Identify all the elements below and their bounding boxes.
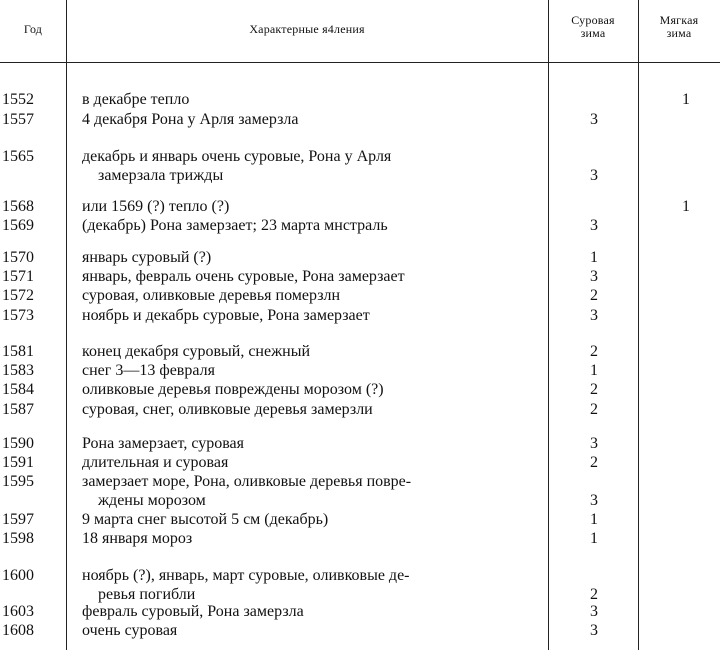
column-divider: [66, 0, 67, 650]
phenomena-cell: январь, февраль очень суровые, Рона замерзает: [82, 268, 405, 285]
phenomena-cell: 4 декабря Рона у Арля замерзла: [82, 111, 299, 128]
harsh-winter-cell: 3: [590, 111, 598, 128]
year-cell: 1608: [2, 622, 34, 639]
harsh-winter-cell: 3: [590, 167, 598, 184]
phenomena-cell: ревья погибли: [98, 586, 196, 603]
header-rule: [0, 62, 720, 63]
harsh-winter-cell: 3: [590, 603, 598, 620]
year-cell: 1572: [2, 287, 34, 304]
harsh-winter-cell: 1: [590, 511, 598, 528]
year-cell: 1552: [2, 91, 34, 108]
header-harsh-line1: Суровая: [571, 13, 615, 27]
phenomena-cell: замерзает море, Рона, оливковые деревья повре-: [82, 473, 412, 490]
year-cell: 1595: [2, 473, 34, 490]
phenomena-cell: (декабрь) Рона замерзает; 23 марта мнстраль: [82, 217, 388, 234]
year-cell: 1581: [2, 343, 34, 360]
year-cell: 1569: [2, 217, 34, 234]
column-divider: [548, 0, 549, 650]
phenomena-cell: длительная и суровая: [82, 454, 229, 471]
phenomena-cell: суровая, оливковые деревья померзлн: [82, 287, 341, 304]
harsh-winter-cell: 2: [590, 454, 598, 471]
phenomena-cell: или 1569 (?) тепло (?): [82, 198, 230, 215]
year-cell: 1583: [2, 362, 34, 379]
year-cell: 1597: [2, 511, 34, 528]
year-cell: 1584: [2, 381, 34, 398]
year-cell: 1598: [2, 530, 34, 547]
year-cell: 1600: [2, 567, 34, 584]
header-harsh-line2: зима: [580, 26, 606, 40]
mild-winter-cell: 1: [682, 198, 690, 215]
year-cell: 1573: [2, 307, 34, 324]
year-cell: 1557: [2, 111, 34, 128]
harsh-winter-cell: 2: [590, 586, 598, 603]
year-cell: 1603: [2, 603, 34, 620]
year-cell: 1587: [2, 401, 34, 418]
phenomena-cell: Рона замерзает, суровая: [82, 435, 245, 452]
harsh-winter-cell: 1: [590, 362, 598, 379]
header-year: Год: [23, 22, 43, 36]
harsh-winter-cell: 1: [590, 530, 598, 547]
harsh-winter-cell: 3: [590, 268, 598, 285]
header-mild-winter: [638, 14, 720, 40]
phenomena-cell: конец декабря суровый, снежный: [82, 343, 311, 360]
phenomena-cell: снег 3—13 февраля: [82, 362, 215, 379]
phenomena-cell: январь суровый (?): [82, 249, 212, 266]
year-cell: 1565: [2, 148, 34, 165]
phenomena-cell: замерзала трижды: [98, 167, 224, 184]
year-cell: 1568: [2, 198, 34, 215]
column-divider: [638, 0, 639, 650]
harsh-winter-cell: 1: [590, 249, 598, 266]
phenomena-cell: суровая, снег, оливковые деревья замерзли: [82, 401, 373, 418]
phenomena-cell: декабрь и январь очень суровые, Рона у Арля: [82, 148, 392, 165]
phenomena-cell: 9 марта снег высотой 5 см (декабрь): [82, 511, 329, 528]
phenomena-cell: 18 января мороз: [82, 530, 193, 547]
harsh-winter-cell: 3: [590, 307, 598, 324]
harsh-winter-cell: 2: [590, 343, 598, 360]
harsh-winter-cell: 2: [590, 381, 598, 398]
phenomena-cell: в декабре тепло: [82, 91, 190, 108]
year-cell: 1591: [2, 454, 34, 471]
harsh-winter-cell: 3: [590, 622, 598, 639]
harsh-winter-cell: 2: [590, 287, 598, 304]
header-harsh-winter: [548, 14, 638, 40]
year-cell: 1571: [2, 268, 34, 285]
header-mild-line1: Мягкая: [659, 13, 699, 27]
phenomena-cell: ноябрь и декабрь суровые, Рона замерзает: [82, 307, 370, 324]
phenomena-cell: оливковые деревья повреждены морозом (?): [82, 381, 384, 398]
phenomena-cell: очень суровая: [82, 622, 178, 639]
year-cell: 1590: [2, 435, 34, 452]
harsh-winter-cell: 2: [590, 401, 598, 418]
harsh-winter-cell: 3: [590, 217, 598, 234]
harsh-winter-cell: 3: [590, 435, 598, 452]
year-cell: 1570: [2, 249, 34, 266]
mild-winter-cell: 1: [682, 91, 690, 108]
header-phenomena: Характерные я4ления: [249, 22, 365, 36]
header-mild-line2: зима: [666, 26, 692, 40]
phenomena-cell: февраль суровый, Рона замерзла: [82, 603, 304, 620]
phenomena-cell: ждены морозом: [98, 492, 206, 509]
harsh-winter-cell: 3: [590, 492, 598, 509]
phenomena-cell: ноябрь (?), январь, март суровые, оливковые де-: [82, 567, 410, 584]
